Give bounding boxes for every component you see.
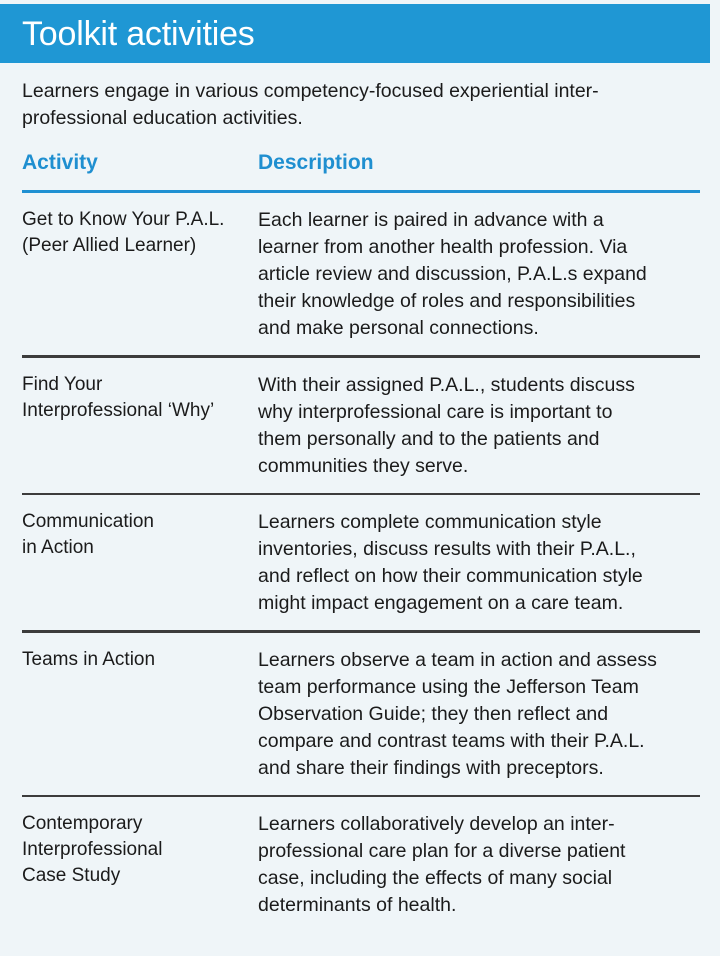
description-line: and share their findings with preceptors. xyxy=(258,756,604,779)
activity-line: Interprofessional xyxy=(22,839,163,860)
description-line: why interprofessional care is important to xyxy=(258,400,613,423)
cell-description xyxy=(258,811,700,919)
description-line: them personally and to the patients and xyxy=(258,427,600,450)
description-line: team performance using the Jefferson Team xyxy=(258,675,639,698)
description-line: Learners complete communication style xyxy=(258,511,602,533)
cell-description xyxy=(258,647,700,782)
description-line: compare and contrast teams with their P.A.L. xyxy=(258,729,645,752)
description-line: might impact engagement on a care team. xyxy=(258,592,624,614)
description-line: article review and discussion, P.A.L.s expand xyxy=(258,263,647,285)
description-line: Each learner is paired in advance with a xyxy=(258,209,604,231)
cell-activity xyxy=(22,372,258,424)
activities-table xyxy=(22,150,700,932)
activity-line: Case Study xyxy=(22,865,121,886)
description-line: Learners collaboratively develop an inter- xyxy=(258,813,615,835)
description-line: Observation Guide; they then reflect and xyxy=(258,702,609,725)
column-header-description: Description xyxy=(258,151,374,174)
cell-description xyxy=(258,509,700,617)
cell-activity xyxy=(22,647,258,673)
page-title: Toolkit activities xyxy=(22,14,255,53)
description-line: inventories, discuss results with their P.A.L., xyxy=(258,538,636,560)
description-line: their knowledge of roles and responsibilities xyxy=(258,290,636,312)
page-header-bar xyxy=(0,4,710,63)
activity-line: Interprofessional ‘Why’ xyxy=(22,399,215,421)
activity-line: Find Your xyxy=(22,373,103,395)
table-row xyxy=(22,358,700,493)
activity-line: Communication xyxy=(22,511,154,532)
description-line: and reflect on how their communication style xyxy=(258,565,643,587)
activity-line: Contemporary xyxy=(22,813,143,834)
description-line: learner from another health profession. Via xyxy=(258,236,628,258)
intro-line-2: professional education activities. xyxy=(22,107,303,129)
table-body xyxy=(22,193,700,932)
cell-activity xyxy=(22,811,258,889)
activity-line: Teams in Action xyxy=(22,648,156,670)
cell-activity xyxy=(22,207,258,259)
description-line: case, including the effects of many social xyxy=(258,867,613,889)
description-line: communities they serve. xyxy=(258,454,469,477)
column-header-activity: Activity xyxy=(22,151,98,174)
description-line: and make personal connections. xyxy=(258,317,539,339)
intro-paragraph xyxy=(22,78,682,132)
description-line: With their assigned P.A.L., students discuss xyxy=(258,373,635,396)
table-row xyxy=(22,193,700,355)
activity-line: in Action xyxy=(22,537,94,558)
description-line: Learners observe a team in action and assess xyxy=(258,648,657,671)
table-row xyxy=(22,797,700,932)
cell-activity xyxy=(22,509,258,561)
activity-line: Get to Know Your P.A.L. xyxy=(22,209,225,230)
cell-description xyxy=(258,207,700,342)
activity-line: (Peer Allied Learner) xyxy=(22,235,197,256)
intro-line-1: Learners engage in various competency-focused experiential inter- xyxy=(22,80,599,102)
cell-description xyxy=(258,372,700,480)
description-line: professional care plan for a diverse patient xyxy=(258,840,626,862)
description-line: determinants of health. xyxy=(258,894,457,916)
table-header-row xyxy=(22,150,700,176)
table-row xyxy=(22,495,700,630)
table-row xyxy=(22,633,700,795)
